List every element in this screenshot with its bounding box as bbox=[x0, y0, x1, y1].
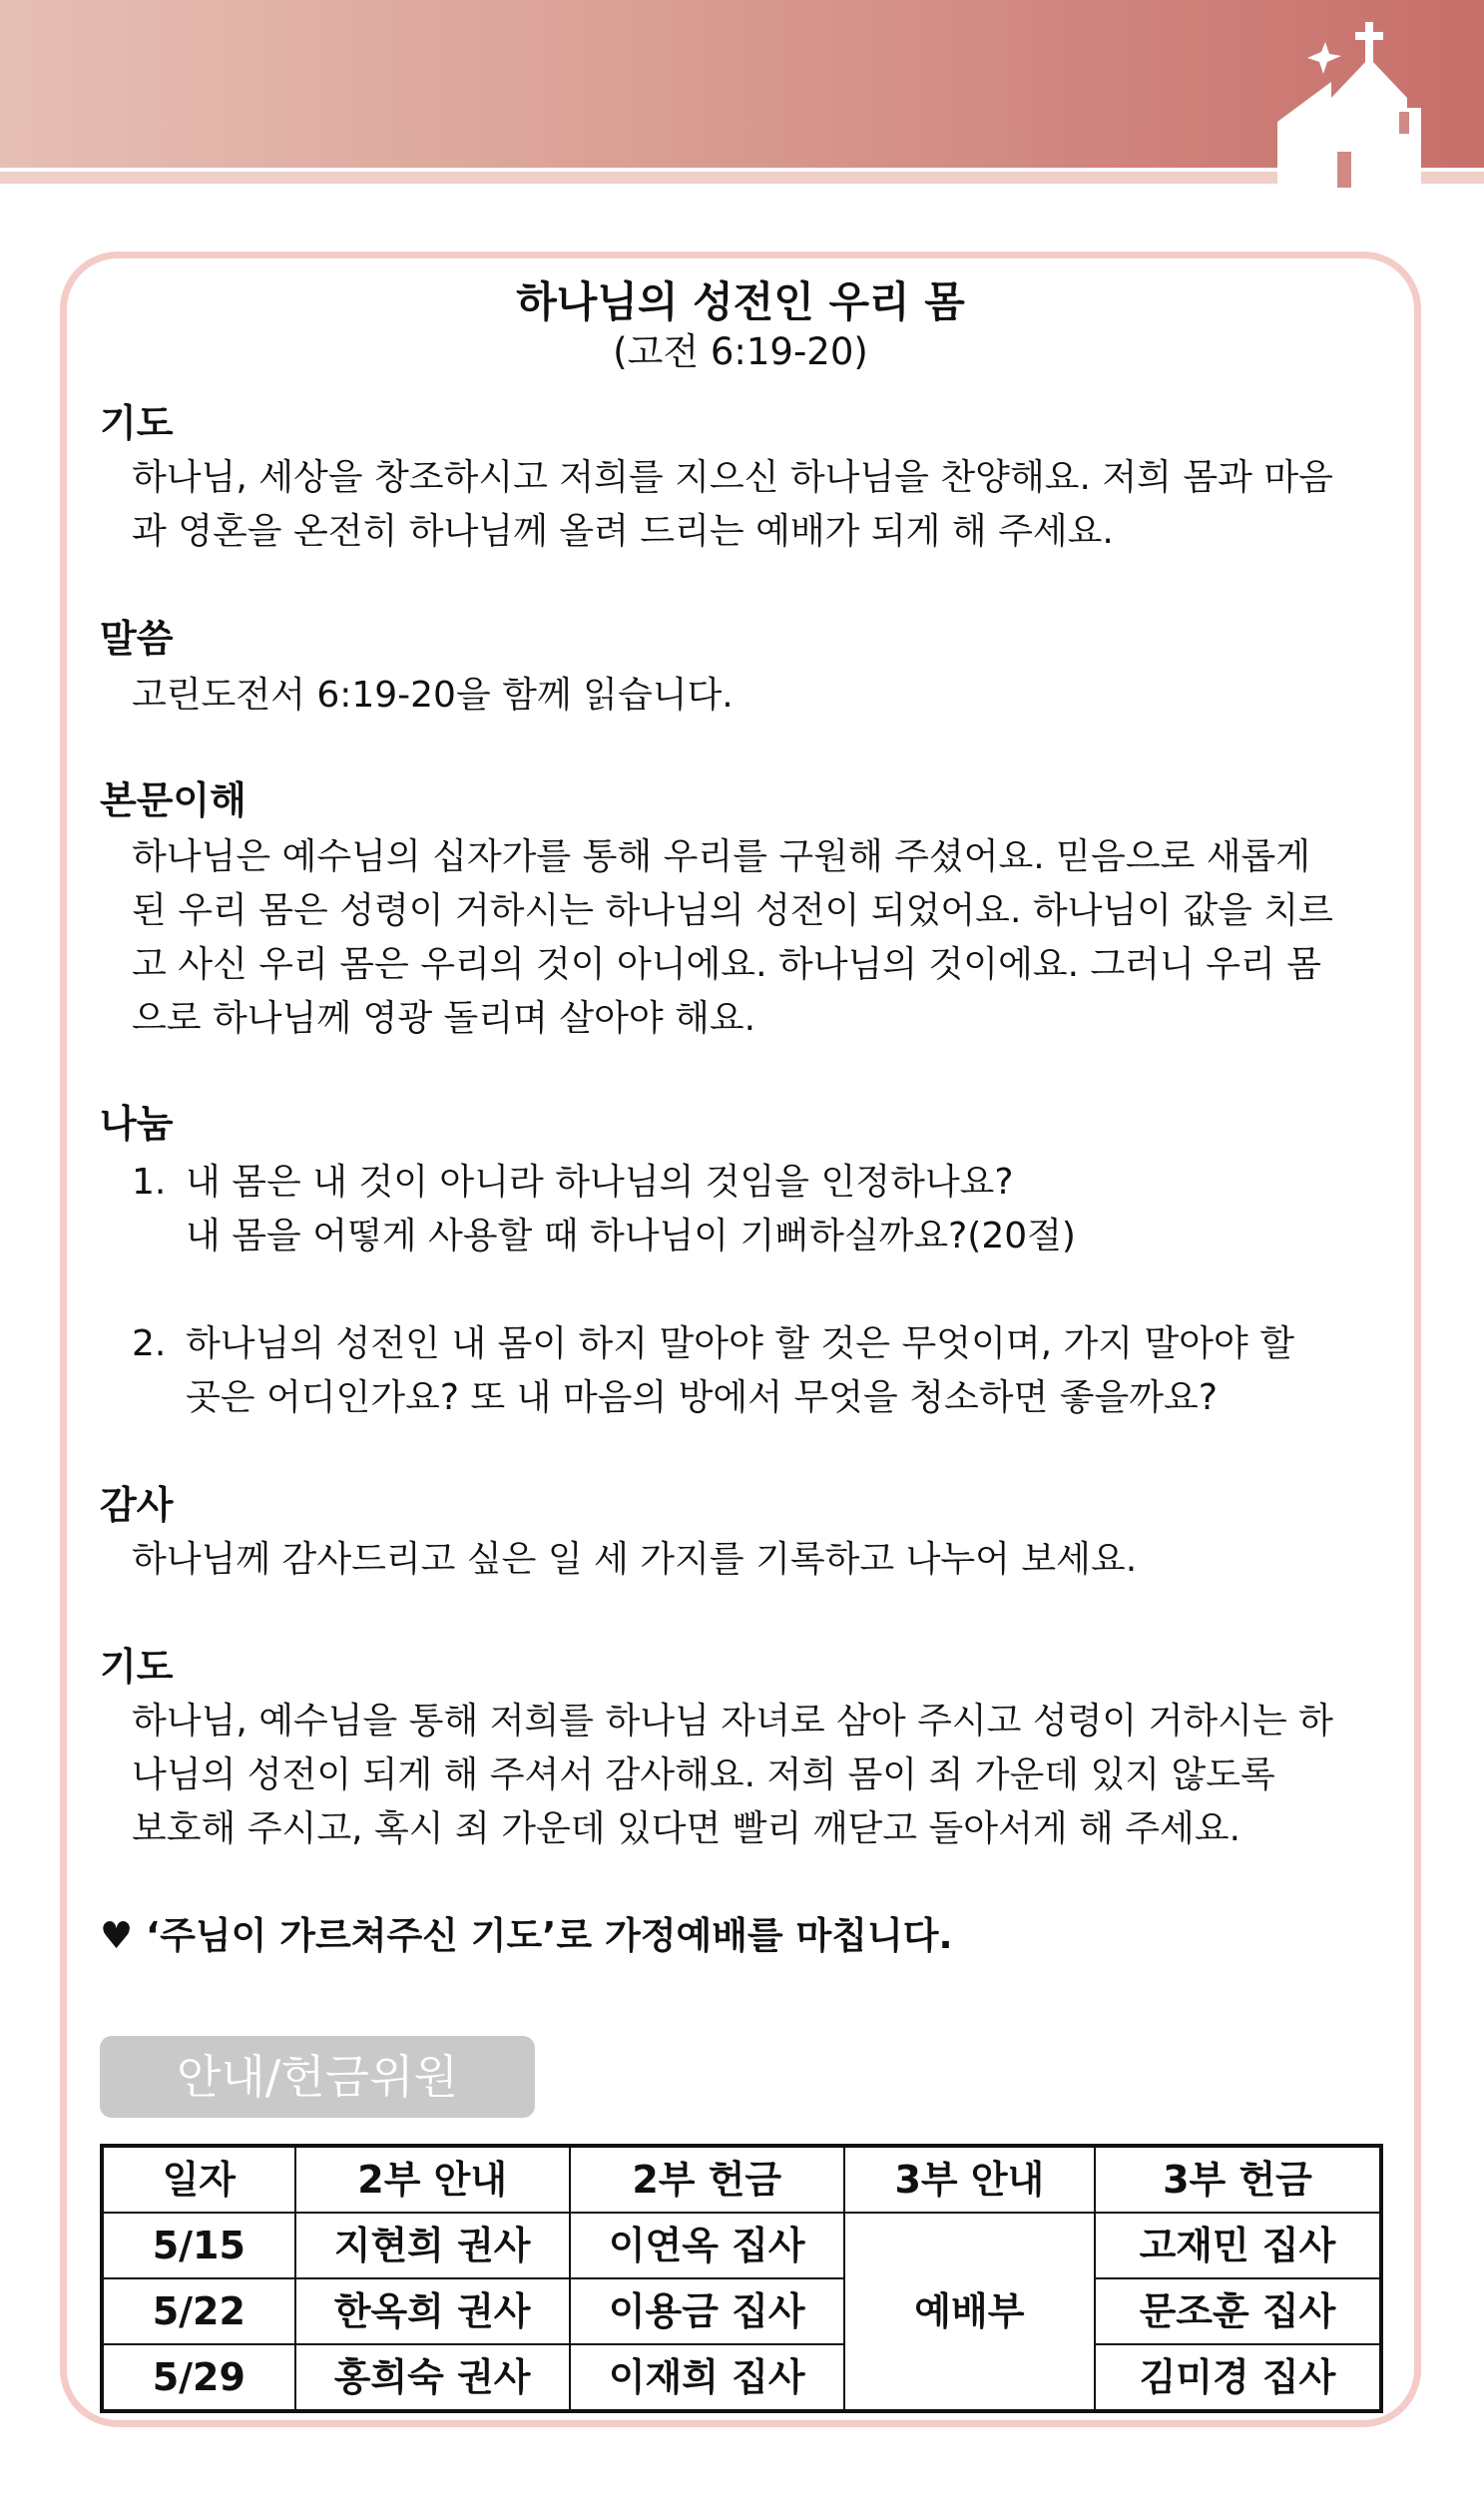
closing-prayer-text: 하나님, 예수님을 통해 저희를 하나님 자녀로 삼아 주시고 성령이 거하시는 하 나님의 성전이 되게 해 주셔서 감사해요. 저희 몸이 죄 가운데 있지 않도록 보호해 주시고, 혹시 죄 가운데 있다면 빨리 깨닫고 돌아서게 해 주세요. bbox=[132, 1701, 1333, 1849]
guide2-cell: 한옥희 권사 bbox=[295, 2278, 570, 2344]
thanks-heading: 감사 bbox=[100, 1483, 174, 1527]
offering3-cell: 고재민 집사 bbox=[1095, 2213, 1381, 2278]
understanding-text: 하나님은 예수님의 십자가를 통해 우리를 구원해 주셨어요. 믿음으로 새롭게 된 우리 몸은 성령이 거하시는 하나님의 성전이 되었어요. 하나님이 값을 치르 고 사신 우리 몸은 우리의 것이 아니에요. 하나님의 것이에요. 그러니 우리 몸 으로 하나님께 영광 돌리며 살아야 해요. bbox=[132, 836, 1333, 1039]
guide3-merged-cell: 예배부 bbox=[844, 2213, 1095, 2411]
offering3-cell: 김미경 집사 bbox=[1095, 2344, 1381, 2411]
thanks-text: 하나님께 감사드리고 싶은 일 세 가지를 기록하고 나누어 보세요. bbox=[132, 1539, 1138, 1580]
column-header: 3부 헌금 bbox=[1095, 2146, 1381, 2213]
header-banner bbox=[0, 0, 1484, 168]
offering2-cell: 이연옥 집사 bbox=[570, 2213, 844, 2278]
prayer-heading: 기도 bbox=[100, 401, 174, 445]
church-icon bbox=[1267, 12, 1447, 188]
table-row bbox=[102, 2213, 1381, 2278]
date-cell: 5/29 bbox=[102, 2344, 295, 2411]
dove-icon bbox=[1307, 42, 1341, 74]
column-header: 일자 bbox=[102, 2146, 295, 2213]
guide2-cell: 홍희숙 권사 bbox=[295, 2344, 570, 2411]
prayer-text: 하나님, 세상을 창조하시고 저희를 지으신 하나님을 찬양해요. 저희 몸과 마음 과 영혼을 온전히 하나님께 올려 드리는 예배가 되게 해 주세요. bbox=[132, 457, 1333, 552]
sharing-heading: 나눔 bbox=[100, 1102, 174, 1146]
date-cell: 5/22 bbox=[102, 2278, 295, 2344]
column-header: 3부 안내 bbox=[844, 2146, 1095, 2213]
offering2-cell: 이재희 집사 bbox=[570, 2344, 844, 2411]
table-row bbox=[102, 2344, 1381, 2411]
column-header: 2부 안내 bbox=[295, 2146, 570, 2213]
sharing-item: 내 몸은 내 것이 아니라 하나님의 것임을 인정하나요? 내 몸을 어떻게 사용할 때 하나님이 기뻐하실까요?(20절) bbox=[186, 1162, 1076, 1256]
offering2-cell: 이용금 집사 bbox=[570, 2278, 844, 2344]
understanding-heading: 본문이해 bbox=[100, 778, 247, 822]
scripture-reference: (고전 6:19-20) bbox=[613, 330, 868, 373]
column-header: 2부 헌금 bbox=[570, 2146, 844, 2213]
table-header-row bbox=[102, 2146, 1381, 2213]
guide2-cell: 지현희 권사 bbox=[295, 2213, 570, 2278]
roster-table bbox=[100, 2144, 1383, 2413]
table-row bbox=[102, 2278, 1381, 2344]
roster-label: 안내/헌금위원 bbox=[100, 2036, 535, 2118]
date-cell: 5/15 bbox=[102, 2213, 295, 2278]
closing-note: ♥ ‘주님이 가르쳐주신 기도’로 가정예배를 마칩니다. bbox=[100, 1914, 953, 1957]
offering3-cell: 문조훈 집사 bbox=[1095, 2278, 1381, 2344]
sharing-item-number: 1. bbox=[132, 1162, 167, 1203]
word-text: 고린도전서 6:19-20을 함께 읽습니다. bbox=[132, 675, 734, 716]
word-heading: 말씀 bbox=[100, 617, 174, 661]
sharing-item: 하나님의 성전인 내 몸이 하지 말아야 할 것은 무엇이며, 가지 말아야 할 곳은 어디인가요? 또 내 마음의 방에서 무엇을 청소하면 좋을까요? bbox=[186, 1323, 1295, 1418]
page-title: 하나님의 성전인 우리 몸 bbox=[516, 277, 965, 326]
closing-prayer-heading: 기도 bbox=[100, 1645, 174, 1689]
header-divider bbox=[0, 172, 1484, 184]
sharing-item-number: 2. bbox=[132, 1323, 167, 1364]
